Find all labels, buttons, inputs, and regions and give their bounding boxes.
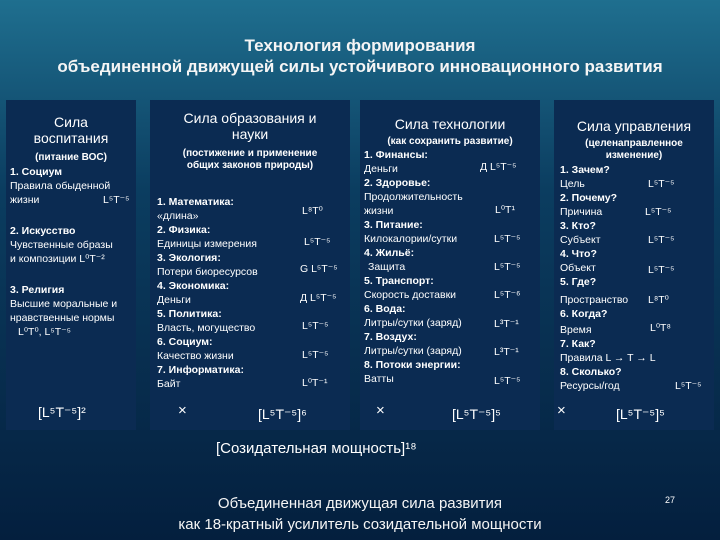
multiply-icon-1: × xyxy=(178,402,187,419)
c1-row-8: нравственные нормы xyxy=(10,312,115,324)
column-upbringing-sub: (питание ВОС) xyxy=(35,152,107,163)
c3-value-7: L⁵T⁻⁵ xyxy=(494,375,521,387)
c2-row-5: Потери биоресурсов xyxy=(157,266,258,278)
column-education-sub-2: общих законов природы) xyxy=(186,160,314,171)
column-education-head-2: науки xyxy=(231,126,269,142)
c4-row-0: 1. Зачем? xyxy=(560,164,610,176)
sum-management: [L⁵T⁻⁵]⁵ xyxy=(616,406,665,422)
c4-value-5: L⁰T⁸ xyxy=(650,322,671,334)
c4-row-13: Правила L → T → L xyxy=(560,352,656,364)
column-education-head-1: Сила образования и xyxy=(183,110,317,126)
c3-value-2: L⁵T⁻⁵ xyxy=(494,233,521,245)
c3-row-14: Литры/сутки (заряд) xyxy=(364,345,462,357)
c1-row-7: Высшие моральные и xyxy=(10,298,118,310)
c4-value-1: L⁵T⁻⁵ xyxy=(645,206,672,218)
c2-value-1: L⁵T⁻⁵ xyxy=(304,236,331,248)
c3-value-5: L³T⁻¹ xyxy=(494,318,519,330)
c3-row-7: 4. Жильё: xyxy=(364,247,415,259)
c2-value-3: Д L⁵T⁻⁵ xyxy=(300,292,337,304)
footer-line-1: Объединенная движущая сила развития xyxy=(217,495,503,512)
c3-row-2: 2. Здоровье: xyxy=(364,177,431,189)
c3-row-16: Ватты xyxy=(364,373,394,385)
c3-row-11: 6. Вода: xyxy=(364,303,406,315)
sum-technology: [L⁵T⁻⁵]⁵ xyxy=(452,406,501,422)
c3-row-1: Деньги xyxy=(364,163,398,175)
c3-row-12: Литры/сутки (заряд) xyxy=(364,317,462,329)
c2-row-3: Единицы измерения xyxy=(157,238,257,250)
creative-power: [Созидательная мощность]¹⁸ xyxy=(216,440,417,457)
c1-row-6: 3. Религия xyxy=(10,284,65,296)
c4-value-2: L⁵T⁻⁵ xyxy=(648,234,675,246)
c3-value-3: L⁵T⁻⁵ xyxy=(494,261,521,273)
c2-row-2: 2. Физика: xyxy=(157,224,211,236)
c3-row-9: 5. Транспорт: xyxy=(364,275,434,287)
column-technology-sub: (как сохранить развитие) xyxy=(387,136,513,147)
c4-row-2: 2. Почему? xyxy=(560,192,618,204)
c3-value-1: L⁰T¹ xyxy=(495,204,515,216)
column-technology-head: Сила технологии xyxy=(394,116,506,132)
c2-row-9: Власть, могущество xyxy=(157,322,256,334)
c1-row-9: L⁰T⁰, L⁵T⁻⁵ xyxy=(18,326,72,338)
multiply-icon-3: × xyxy=(557,402,566,419)
c2-row-12: 7. Информатика: xyxy=(157,364,244,376)
c3-row-5: 3. Питание: xyxy=(364,219,423,231)
c4-row-3: Причина xyxy=(560,206,603,218)
c4-row-7: Объект xyxy=(560,262,596,274)
c2-row-1: «длина» xyxy=(157,210,199,222)
c4-row-11: Время xyxy=(560,324,592,336)
c2-value-6: L⁰T⁻¹ xyxy=(302,377,328,389)
c2-row-0: 1. Математика: xyxy=(157,196,234,208)
c1-row-3: 2. Искусство xyxy=(10,225,76,237)
page-number: 27 xyxy=(665,495,676,505)
c2-row-4: 3. Экология: xyxy=(157,252,221,264)
footer-line-2: как 18-кратный усилитель созидательной мощности xyxy=(178,516,542,533)
column-management-sub-2: изменение) xyxy=(605,150,663,161)
c2-row-10: 6. Социум: xyxy=(157,336,213,348)
column-upbringing-head-1: Сила xyxy=(54,114,88,130)
column-upbringing-head-2: воспитания xyxy=(33,130,109,146)
c4-value-0: L⁵T⁻⁵ xyxy=(648,178,675,190)
c4-row-5: Субъект xyxy=(560,234,601,246)
c3-row-4: жизни xyxy=(364,205,394,217)
c4-row-4: 3. Кто? xyxy=(560,220,596,232)
c4-value-3: L⁵T⁻⁵ xyxy=(648,264,675,276)
column-management-sub-1: (целенаправленное xyxy=(585,138,683,149)
c4-row-15: Ресурсы/год xyxy=(560,380,620,392)
c3-row-8: Защита xyxy=(368,261,406,273)
c1-row-2: жизни xyxy=(10,194,40,206)
c3-row-3: Продолжительность xyxy=(364,191,463,203)
c3-value-6: L³T⁻¹ xyxy=(494,346,519,358)
c3-row-15: 8. Потоки энергии: xyxy=(364,359,461,371)
c2-value-0: L⁸T⁰ xyxy=(302,205,323,217)
c4-row-9: Пространство xyxy=(560,294,629,306)
c1-value-1: L⁵T⁻⁵ xyxy=(103,194,130,206)
c4-row-8: 5. Где? xyxy=(560,276,597,288)
c1-row-1: Правила обыденной xyxy=(10,180,111,192)
c3-row-10: Скорость доставки xyxy=(364,289,457,301)
c2-row-11: Качество жизни xyxy=(157,350,234,362)
c2-value-4: L⁵T⁻⁵ xyxy=(302,320,329,332)
c4-row-6: 4. Что? xyxy=(560,248,597,260)
c4-value-6: L⁵T⁻⁵ xyxy=(675,380,702,392)
c2-value-5: L⁵T⁻⁵ xyxy=(302,349,329,361)
c3-row-6: Килокалории/сутки xyxy=(364,233,458,245)
column-education-sub-1: (постижение и применение xyxy=(182,148,318,159)
sum-upbringing: [L⁵T⁻⁵]² xyxy=(38,404,86,420)
c2-row-8: 5. Политика: xyxy=(157,308,222,320)
column-upbringing xyxy=(6,100,136,430)
c4-row-12: 7. Как? xyxy=(560,338,596,350)
c4-row-14: 8. Сколько? xyxy=(560,366,622,378)
multiply-icon-2: × xyxy=(376,402,385,419)
c2-row-6: 4. Экономика: xyxy=(157,280,230,292)
c2-value-2: G L⁵T⁻⁵ xyxy=(300,263,338,275)
c2-row-13: Байт xyxy=(157,378,181,390)
c1-row-0: 1. Социум xyxy=(10,166,63,178)
c3-row-0: 1. Финансы: xyxy=(364,149,428,161)
title-line-1: Технология формирования xyxy=(244,36,476,55)
column-management-head: Сила управления xyxy=(576,118,692,134)
c2-row-7: Деньги xyxy=(157,294,191,306)
c1-row-5: и композиции L⁰T⁻² xyxy=(10,253,105,265)
title-line-2: объединенной движущей силы устойчивого инновационного развития xyxy=(57,57,663,76)
c3-row-13: 7. Воздух: xyxy=(364,331,417,343)
c4-row-10: 6. Когда? xyxy=(560,308,608,320)
c4-value-4: L⁸T⁰ xyxy=(648,294,669,306)
c3-value-0: Д L⁵T⁻⁵ xyxy=(480,161,517,173)
sum-education: [L⁵T⁻⁵]⁶ xyxy=(258,406,307,422)
c1-row-4: Чувственные образы xyxy=(10,239,113,251)
c3-value-4: L⁵T⁻⁶ xyxy=(494,289,521,301)
c4-row-1: Цель xyxy=(560,178,585,190)
